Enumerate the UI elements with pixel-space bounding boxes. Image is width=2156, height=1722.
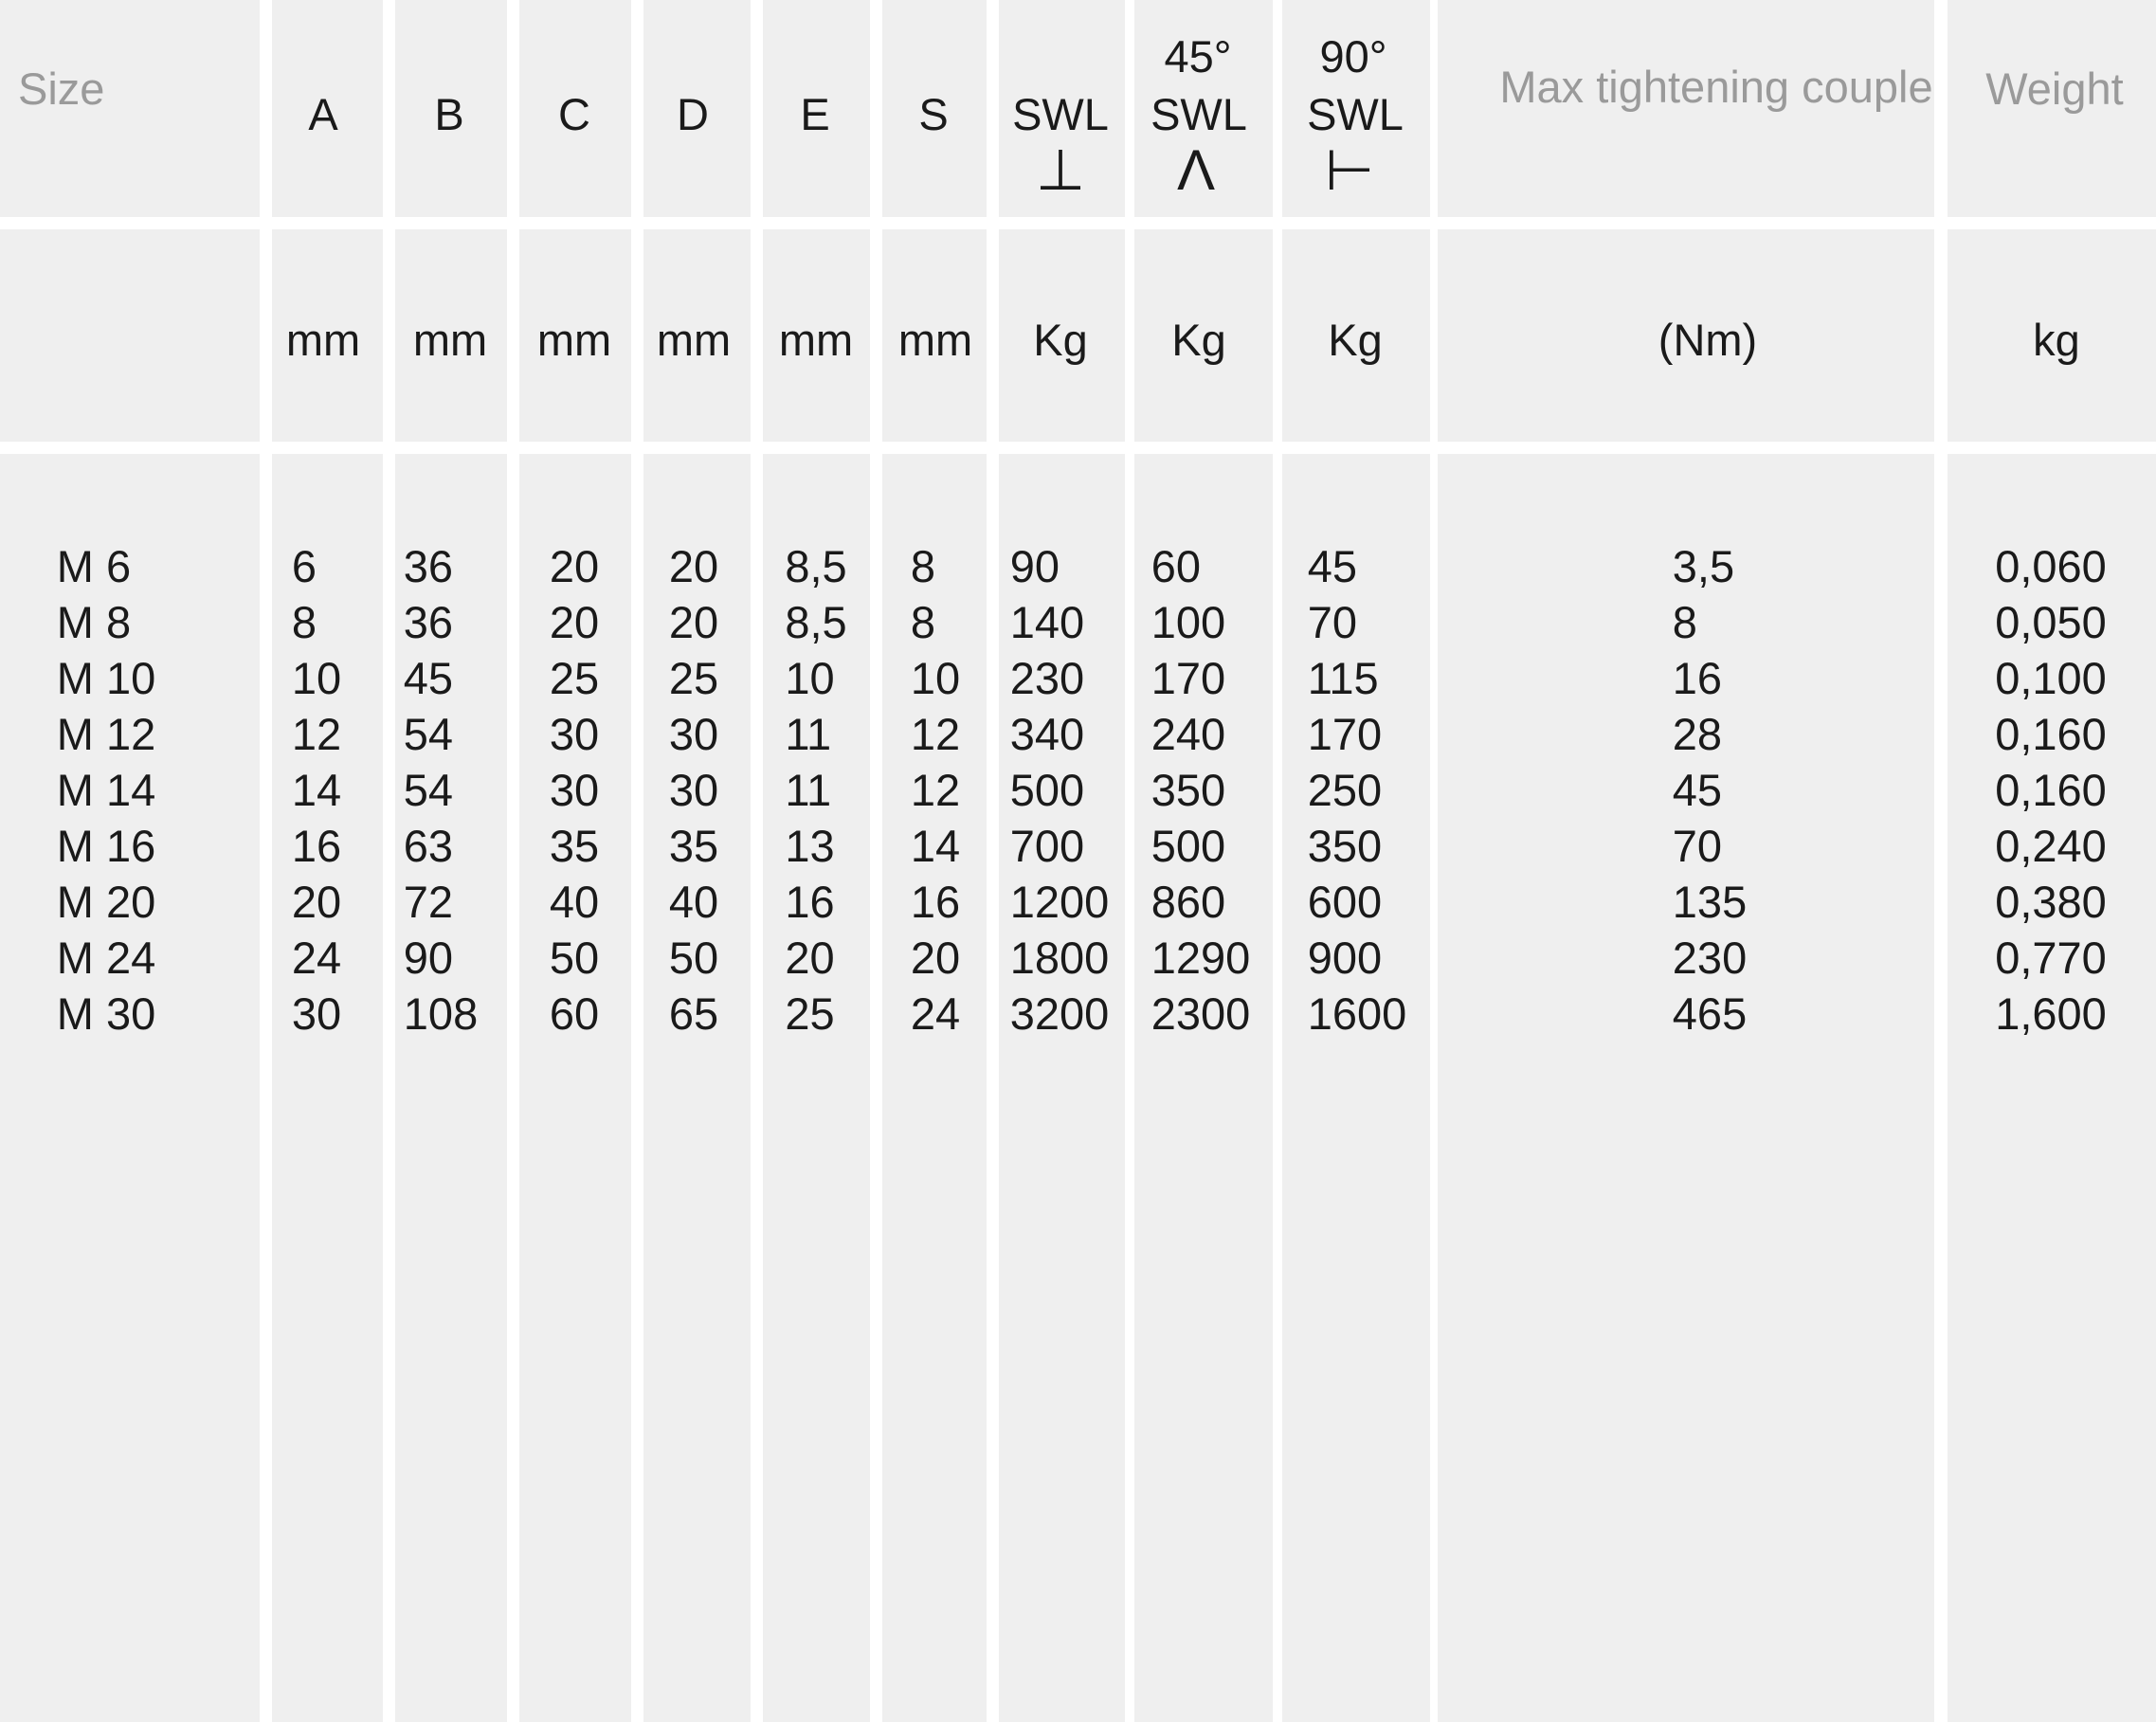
table-cell-s-3: 10 — [910, 653, 961, 703]
table-cell-swl90-3: 115 — [1307, 653, 1379, 703]
table-cell-a-8: 24 — [291, 933, 342, 983]
table-cell-e-5: 11 — [785, 765, 832, 815]
unit-c: mm — [536, 315, 612, 365]
table-cell-a-6: 16 — [291, 821, 342, 871]
column-d — [669, 538, 718, 1042]
table-cell-swl90-4: 170 — [1307, 709, 1383, 759]
table-cell-swl45-8: 1290 — [1150, 933, 1251, 983]
table-cell-swl-perp-2: 140 — [1009, 597, 1085, 647]
column-swl90 — [1308, 538, 1407, 1042]
table-cell-swl45-9: 2300 — [1150, 988, 1251, 1039]
table-cell-s-2: 8 — [910, 597, 935, 647]
column-weight — [1995, 538, 2107, 1042]
table-cell-swl45-5: 350 — [1150, 765, 1226, 815]
table-cell-size-6: M 16 — [56, 821, 156, 871]
table-cell-c-9: 60 — [549, 988, 600, 1039]
table-cell-weight-3: 0,100 — [1995, 653, 2107, 703]
table-cell-torque-7: 135 — [1672, 877, 1748, 927]
header-b: B — [434, 89, 464, 139]
table-cell-swl90-7: 600 — [1307, 877, 1383, 927]
table-cell-a-1: 6 — [291, 541, 317, 591]
table-cell-torque-4: 28 — [1672, 709, 1723, 759]
header-swl90: SWL — [1307, 89, 1404, 139]
table-cell-swl-perp-9: 3200 — [1009, 988, 1110, 1039]
table-cell-a-3: 10 — [291, 653, 342, 703]
table-cell-weight-2: 0,050 — [1995, 597, 2107, 647]
header-torque: Max tightening couple — [1499, 62, 1933, 112]
table-cell-e-2: 8,5 — [785, 597, 847, 647]
unit-torque: (Nm) — [1658, 315, 1758, 365]
unit-d: mm — [656, 315, 732, 365]
table-cell-weight-5: 0,160 — [1995, 765, 2107, 815]
header-swl45: SWL — [1150, 89, 1247, 139]
unit-weight: kg — [2033, 315, 2080, 365]
table-cell-c-8: 50 — [549, 933, 600, 983]
angle-90-icon: ⊢ — [1324, 138, 1375, 202]
column-e — [785, 538, 846, 1042]
table-cell-c-3: 25 — [549, 653, 600, 703]
table-cell-weight-6: 0,240 — [1995, 821, 2107, 871]
unit-s: mm — [897, 315, 973, 365]
table-cell-c-7: 40 — [549, 877, 600, 927]
column-s — [911, 538, 960, 1042]
table-cell-d-6: 35 — [668, 821, 719, 871]
table-cell-a-5: 14 — [291, 765, 342, 815]
table-cell-torque-8: 230 — [1672, 933, 1748, 983]
table-cell-s-6: 14 — [910, 821, 961, 871]
table-cell-size-2: M 8 — [56, 597, 132, 647]
table-cell-c-2: 20 — [549, 597, 600, 647]
table-cell-swl-perp-4: 340 — [1009, 709, 1085, 759]
table-cell-a-4: 12 — [291, 709, 342, 759]
unit-a: mm — [285, 315, 361, 365]
header-e: E — [800, 89, 830, 139]
header-size: Size — [18, 63, 105, 114]
table-cell-b-2: 36 — [403, 597, 454, 647]
header-swl-perp: SWL — [1012, 89, 1109, 139]
table-cell-size-1: M 6 — [56, 541, 132, 591]
table-cell-swl-perp-8: 1800 — [1009, 933, 1110, 983]
table-cell-swl-perp-1: 90 — [1009, 541, 1060, 591]
table-cell-d-1: 20 — [668, 541, 719, 591]
table-cell-d-2: 20 — [668, 597, 719, 647]
table-cell-e-4: 11 — [785, 709, 832, 759]
table-cell-size-9: M 30 — [56, 988, 156, 1039]
column-b — [404, 538, 478, 1042]
column-swl45 — [1151, 538, 1251, 1042]
angle-45-icon: Λ — [1176, 138, 1216, 202]
table-cell-b-5: 54 — [403, 765, 454, 815]
table-cell-s-5: 12 — [910, 765, 961, 815]
table-cell-s-9: 24 — [910, 988, 961, 1039]
table-cell-torque-1: 3,5 — [1672, 541, 1735, 591]
table-cell-swl90-2: 70 — [1307, 597, 1357, 647]
table-cell-s-8: 20 — [910, 933, 961, 983]
table-cell-size-7: M 20 — [56, 877, 156, 927]
unit-cell-size — [0, 229, 260, 442]
table-cell-weight-4: 0,160 — [1995, 709, 2107, 759]
table-cell-swl45-7: 860 — [1150, 877, 1226, 927]
column-a — [292, 538, 341, 1042]
table-cell-e-9: 25 — [785, 988, 835, 1039]
table-cell-c-6: 35 — [549, 821, 600, 871]
table-cell-d-3: 25 — [668, 653, 719, 703]
table-cell-b-3: 45 — [403, 653, 454, 703]
table-cell-d-4: 30 — [668, 709, 719, 759]
table-cell-torque-2: 8 — [1672, 597, 1697, 647]
table-cell-weight-7: 0,380 — [1995, 877, 2107, 927]
column-size — [57, 538, 156, 1042]
table-cell-swl-perp-6: 700 — [1009, 821, 1085, 871]
header-a: A — [308, 89, 338, 139]
header-s: S — [918, 89, 949, 139]
table-cell-d-7: 40 — [668, 877, 719, 927]
table-cell-e-3: 10 — [785, 653, 835, 703]
unit-e: mm — [778, 315, 854, 365]
perpendicular-icon: ⊥ — [1035, 138, 1086, 202]
table-cell-torque-5: 45 — [1672, 765, 1723, 815]
table-cell-d-9: 65 — [668, 988, 719, 1039]
table-cell-swl45-4: 240 — [1150, 709, 1226, 759]
table-cell-swl90-1: 45 — [1307, 541, 1357, 591]
table-cell-s-4: 12 — [910, 709, 961, 759]
table-cell-weight-8: 0,770 — [1995, 933, 2107, 983]
column-torque — [1673, 538, 1747, 1042]
table-cell-b-4: 54 — [403, 709, 454, 759]
table-cell-swl90-8: 900 — [1307, 933, 1383, 983]
table-cell-size-4: M 12 — [56, 709, 156, 759]
header-d: D — [677, 89, 709, 139]
column-c — [550, 538, 599, 1042]
table-cell-size-8: M 24 — [56, 933, 156, 983]
table-cell-torque-6: 70 — [1672, 821, 1723, 871]
table-cell-swl-perp-5: 500 — [1009, 765, 1085, 815]
table-cell-size-5: M 14 — [56, 765, 156, 815]
table-cell-swl-perp-3: 230 — [1009, 653, 1085, 703]
unit-swl90: Kg — [1328, 315, 1383, 365]
table-cell-c-4: 30 — [549, 709, 600, 759]
table-cell-swl45-3: 170 — [1150, 653, 1226, 703]
table-cell-b-8: 90 — [403, 933, 454, 983]
unit-b: mm — [412, 315, 488, 365]
table-cell-b-6: 63 — [403, 821, 454, 871]
table-cell-c-1: 20 — [549, 541, 600, 591]
table-cell-a-2: 8 — [291, 597, 317, 647]
table-cell-swl45-1: 60 — [1150, 541, 1201, 591]
unit-swl45: Kg — [1171, 315, 1226, 365]
header-weight: Weight — [1985, 63, 2124, 114]
table-cell-a-9: 30 — [291, 988, 342, 1039]
table-cell-e-7: 16 — [785, 877, 835, 927]
column-swl-perp — [1010, 538, 1110, 1042]
table-cell-d-8: 50 — [668, 933, 719, 983]
table-cell-e-1: 8,5 — [785, 541, 847, 591]
table-cell-a-7: 20 — [291, 877, 342, 927]
table-cell-swl90-5: 250 — [1307, 765, 1383, 815]
table-cell-c-5: 30 — [549, 765, 600, 815]
table-cell-swl45-2: 100 — [1150, 597, 1226, 647]
table-cell-torque-3: 16 — [1672, 653, 1723, 703]
table-cell-e-6: 13 — [785, 821, 835, 871]
table-cell-b-7: 72 — [403, 877, 454, 927]
table-cell-weight-1: 0,060 — [1995, 541, 2107, 591]
table-cell-weight-9: 1,600 — [1995, 988, 2107, 1039]
table-cell-d-5: 30 — [668, 765, 719, 815]
table-cell-size-3: M 10 — [56, 653, 156, 703]
unit-swl-perp: Kg — [1033, 315, 1088, 365]
table-cell-e-8: 20 — [785, 933, 835, 983]
table-cell-s-1: 8 — [910, 541, 935, 591]
table-cell-b-1: 36 — [403, 541, 454, 591]
table-cell-swl90-6: 350 — [1307, 821, 1383, 871]
header-swl90-angle: 90° — [1319, 31, 1387, 82]
table-cell-b-9: 108 — [403, 988, 479, 1039]
table-cell-swl-perp-7: 1200 — [1009, 877, 1110, 927]
table-cell-swl90-9: 1600 — [1307, 988, 1407, 1039]
table-cell-torque-9: 465 — [1672, 988, 1748, 1039]
table-cell-s-7: 16 — [910, 877, 961, 927]
table-cell-swl45-6: 500 — [1150, 821, 1226, 871]
header-swl45-angle: 45° — [1164, 31, 1232, 82]
header-c: C — [558, 89, 590, 139]
